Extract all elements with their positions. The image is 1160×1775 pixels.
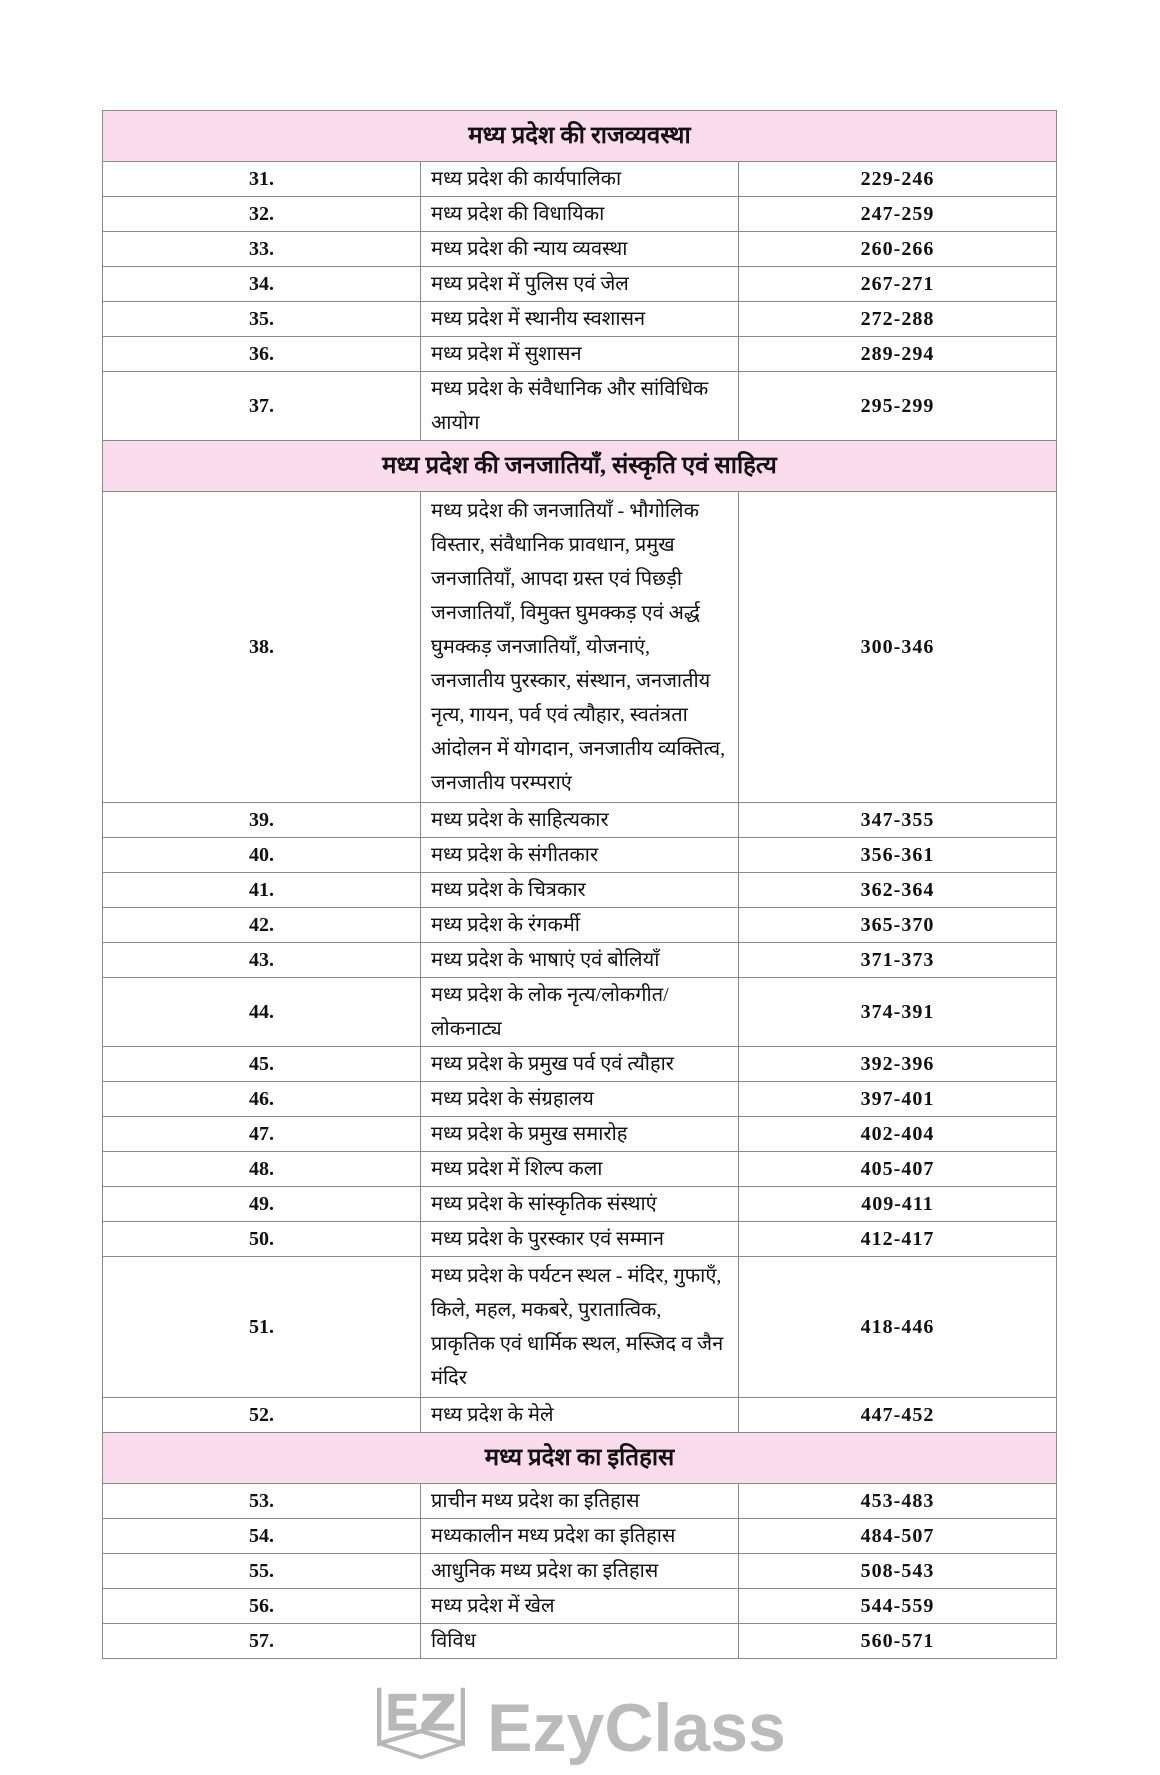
- table-row: [103, 337, 1057, 372]
- page-range: 418-446: [739, 1257, 1057, 1398]
- section-title: मध्य प्रदेश की जनजातियाँ, संस्कृति एवं साहित्य: [103, 441, 1057, 492]
- table-row: [103, 1152, 1057, 1187]
- table-row: [103, 1257, 1057, 1398]
- chapter-title: मध्य प्रदेश की विधायिका: [421, 197, 739, 232]
- page-range: 392-396: [739, 1047, 1057, 1082]
- ezyclass-logo-icon: [373, 1681, 469, 1775]
- chapter-number: 38.: [103, 492, 421, 803]
- chapter-number: 56.: [103, 1589, 421, 1624]
- chapter-number: 47.: [103, 1117, 421, 1152]
- chapter-title: प्राचीन मध्य प्रदेश का इतिहास: [421, 1484, 739, 1519]
- chapter-number: 50.: [103, 1222, 421, 1257]
- page-range: 247-259: [739, 197, 1057, 232]
- chapter-title: मध्य प्रदेश के संवैधानिक और सांविधिक आयोग: [421, 372, 739, 441]
- page-range: 544-559: [739, 1589, 1057, 1624]
- section-header: [103, 111, 1057, 162]
- chapter-title: मध्य प्रदेश की जनजातियाँ - भौगोलिक विस्तार, संवैधानिक प्रावधान, प्रमुख जनजातियाँ, आपदा ग्रस्त एवं पिछड़ी जनजातियाँ, विमुक्त घुमक्कड़ एवं अर्द्ध घुमक्कड़ जनजातियाँ, योजनाएं, जनजातीय पुरस्कार, संस्थान, जनजातीय नृत्य, गायन, पर्व एवं त्यौहार, स्वतंत्रता आंदोलन में योगदान, जनजातीय व्यक्तित्व, जनजातीय परम्पराएं: [421, 492, 739, 803]
- chapter-title: मध्य प्रदेश के प्रमुख पर्व एवं त्यौहार: [421, 1047, 739, 1082]
- chapter-number: 43.: [103, 943, 421, 978]
- chapter-title: मध्य प्रदेश में स्थानीय स्वशासन: [421, 302, 739, 337]
- page-range: 508-543: [739, 1554, 1057, 1589]
- chapter-number: 34.: [103, 267, 421, 302]
- chapter-title: मध्य प्रदेश में शिल्प कला: [421, 1152, 739, 1187]
- chapter-title: मध्य प्रदेश में पुलिस एवं जेल: [421, 267, 739, 302]
- chapter-title: मध्य प्रदेश के पुरस्कार एवं सम्मान: [421, 1222, 739, 1257]
- table-row: [103, 197, 1057, 232]
- page-range: 412-417: [739, 1222, 1057, 1257]
- table-row: [103, 372, 1057, 441]
- table-row: [103, 232, 1057, 267]
- watermark: [102, 1681, 1057, 1775]
- chapter-number: 46.: [103, 1082, 421, 1117]
- chapter-number: 40.: [103, 838, 421, 873]
- table-row: [103, 943, 1057, 978]
- table-row: [103, 803, 1057, 838]
- chapter-title: मध्य प्रदेश की न्याय व्यवस्था: [421, 232, 739, 267]
- table-row: [103, 1554, 1057, 1589]
- chapter-number: 57.: [103, 1624, 421, 1659]
- table-row: [103, 1484, 1057, 1519]
- chapter-number: 49.: [103, 1187, 421, 1222]
- page-range: 272-288: [739, 302, 1057, 337]
- page-content: [102, 110, 1057, 1775]
- chapter-title: मध्य प्रदेश के साहित्यकार: [421, 803, 739, 838]
- page-range: 362-364: [739, 873, 1057, 908]
- chapter-title: विविध: [421, 1624, 739, 1659]
- chapter-number: 37.: [103, 372, 421, 441]
- page-range: 289-294: [739, 337, 1057, 372]
- chapter-title: मध्य प्रदेश के रंगकर्मी: [421, 908, 739, 943]
- page-range: 409-411: [739, 1187, 1057, 1222]
- chapter-title: मध्यकालीन मध्य प्रदेश का इतिहास: [421, 1519, 739, 1554]
- chapter-number: 32.: [103, 197, 421, 232]
- chapter-number: 55.: [103, 1554, 421, 1589]
- chapter-number: 45.: [103, 1047, 421, 1082]
- chapter-title: मध्य प्रदेश के संगीतकार: [421, 838, 739, 873]
- chapter-title: मध्य प्रदेश की कार्यपालिका: [421, 162, 739, 197]
- section-header: [103, 441, 1057, 492]
- page-range: 560-571: [739, 1624, 1057, 1659]
- page-range: 356-361: [739, 838, 1057, 873]
- table-row: [103, 1624, 1057, 1659]
- section-title: मध्य प्रदेश का इतिहास: [103, 1433, 1057, 1484]
- chapter-title: मध्य प्रदेश में खेल: [421, 1589, 739, 1624]
- chapter-title: आधुनिक मध्य प्रदेश का इतिहास: [421, 1554, 739, 1589]
- page-range: 347-355: [739, 803, 1057, 838]
- table-row: [103, 838, 1057, 873]
- page-range: 260-266: [739, 232, 1057, 267]
- chapter-number: 54.: [103, 1519, 421, 1554]
- chapter-title: मध्य प्रदेश के प्रमुख समारोह: [421, 1117, 739, 1152]
- table-row: [103, 162, 1057, 197]
- page-range: 371-373: [739, 943, 1057, 978]
- table-row: [103, 1082, 1057, 1117]
- page-range: 447-452: [739, 1398, 1057, 1433]
- page-range: 397-401: [739, 1082, 1057, 1117]
- page-range: 402-404: [739, 1117, 1057, 1152]
- chapter-number: 52.: [103, 1398, 421, 1433]
- table-row: [103, 1047, 1057, 1082]
- chapter-title: मध्य प्रदेश के लोक नृत्य/लोकगीत/लोकनाट्य: [421, 978, 739, 1047]
- chapter-title: मध्य प्रदेश के मेले: [421, 1398, 739, 1433]
- chapter-title: मध्य प्रदेश के संग्रहालय: [421, 1082, 739, 1117]
- chapter-title: मध्य प्रदेश के चित्रकार: [421, 873, 739, 908]
- chapter-title: मध्य प्रदेश के भाषाएं एवं बोलियाँ: [421, 943, 739, 978]
- contents-table: [102, 110, 1057, 1659]
- chapter-title: मध्य प्रदेश में सुशासन: [421, 337, 739, 372]
- chapter-number: 48.: [103, 1152, 421, 1187]
- page-range: 484-507: [739, 1519, 1057, 1554]
- chapter-number: 41.: [103, 873, 421, 908]
- section-title: मध्य प्रदेश की राजव्यवस्था: [103, 111, 1057, 162]
- chapter-number: 31.: [103, 162, 421, 197]
- page-range: 453-483: [739, 1484, 1057, 1519]
- table-row: [103, 978, 1057, 1047]
- page-range: 295-299: [739, 372, 1057, 441]
- page-range: 405-407: [739, 1152, 1057, 1187]
- chapter-number: 44.: [103, 978, 421, 1047]
- table-row: [103, 873, 1057, 908]
- chapter-number: 39.: [103, 803, 421, 838]
- page-range: 374-391: [739, 978, 1057, 1047]
- table-row: [103, 1117, 1057, 1152]
- chapter-title: मध्य प्रदेश के पर्यटन स्थल - मंदिर, गुफाएँ, किले, महल, मकबरे, पुरातात्विक, प्राकृतिक एवं धार्मिक स्थल, मस्जिद व जैन मंदिर: [421, 1257, 739, 1398]
- chapter-number: 53.: [103, 1484, 421, 1519]
- table-row: [103, 1589, 1057, 1624]
- table-row: [103, 1222, 1057, 1257]
- page-range: 229-246: [739, 162, 1057, 197]
- chapter-number: 51.: [103, 1257, 421, 1398]
- chapter-number: 35.: [103, 302, 421, 337]
- table-row: [103, 908, 1057, 943]
- table-row: [103, 1398, 1057, 1433]
- chapter-number: 42.: [103, 908, 421, 943]
- chapter-number: 36.: [103, 337, 421, 372]
- chapter-title: मध्य प्रदेश के सांस्कृतिक संस्थाएं: [421, 1187, 739, 1222]
- table-row: [103, 492, 1057, 803]
- watermark-brand: EzyClass: [487, 1690, 786, 1766]
- chapter-number: 33.: [103, 232, 421, 267]
- table-row: [103, 1187, 1057, 1222]
- table-row: [103, 267, 1057, 302]
- table-row: [103, 302, 1057, 337]
- page-range: 300-346: [739, 492, 1057, 803]
- table-row: [103, 1519, 1057, 1554]
- page-range: 267-271: [739, 267, 1057, 302]
- section-header: [103, 1433, 1057, 1484]
- page-range: 365-370: [739, 908, 1057, 943]
